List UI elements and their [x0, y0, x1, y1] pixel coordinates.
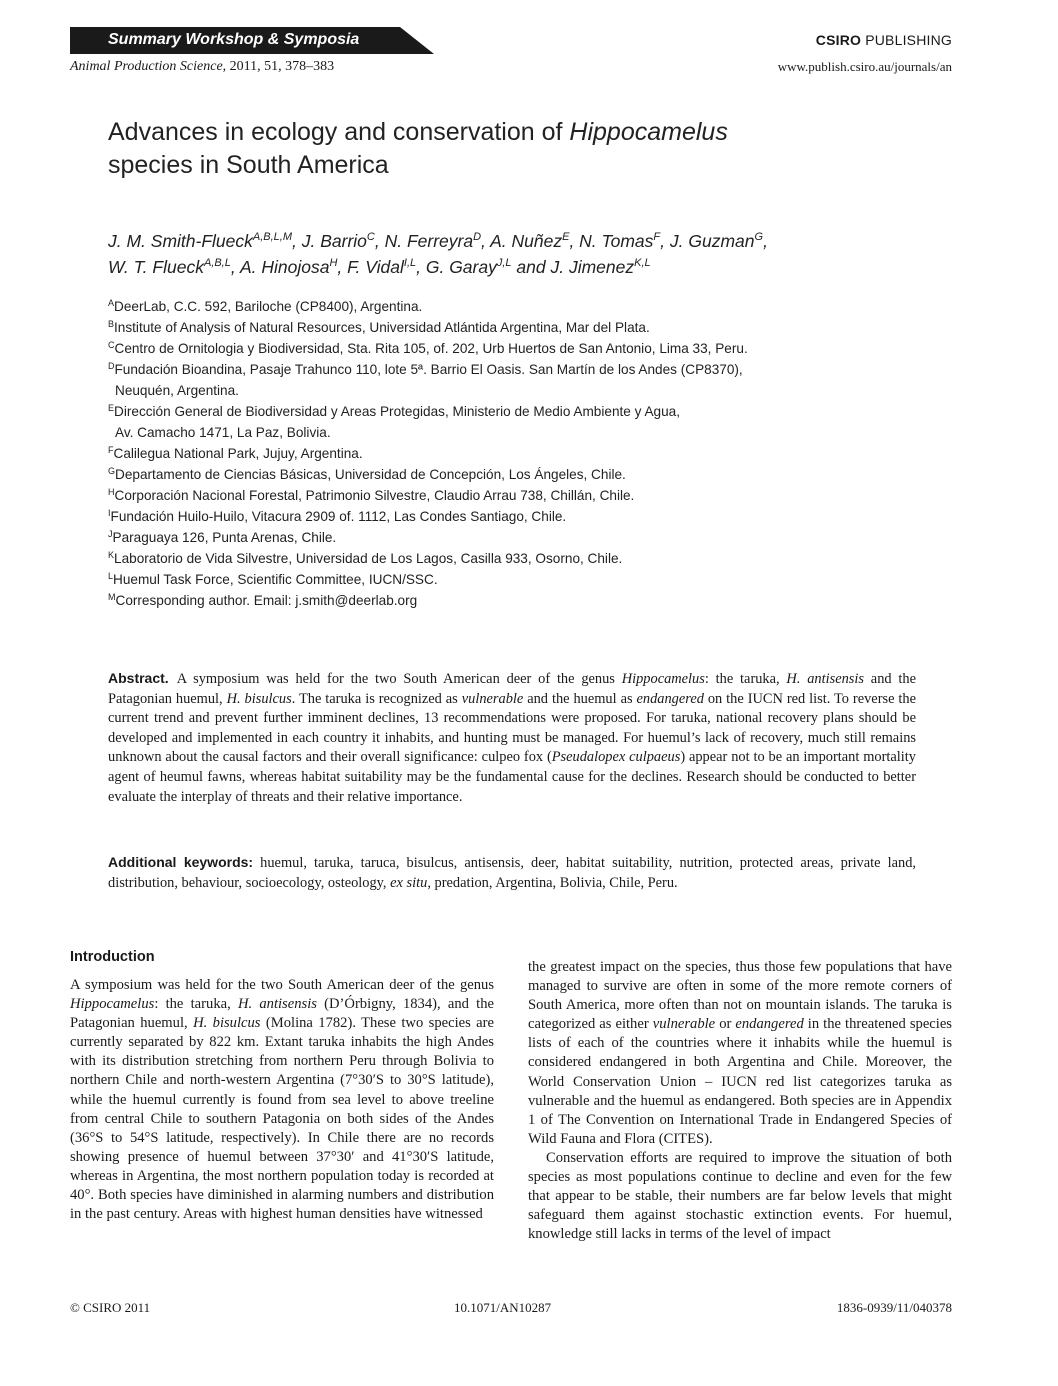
- intro-italic: endangered: [735, 1016, 804, 1033]
- affiliation-key: I: [108, 508, 111, 518]
- intro-italic: Hippocamelus: [70, 996, 155, 1013]
- affiliation-l: [108, 569, 928, 590]
- affiliation-key: J: [108, 529, 113, 539]
- author-name: A. Nuñez: [490, 231, 563, 251]
- intro-text: (Molina 1782). These two species are currently separated by 822 km. Extant taruka inhabits the high Andes with its distribution stretching from northern Peru through Bolivia to northern Chile and north-western Argentina (7°30′S to 30°S latitude), while the huemul currently is found from sea level to above treeline from central Chile to southern Patagonia on both sides of the Andes (36°S to 54°S latitude, respectively). In Chile there are no records showing presence of huemul between 37°30′ and 41°30′S latitude, whereas in Argentina, the most northern population today is recorded at 40°. Both species have diminished in alarming numbers and distribution in the past century. Areas with highest human densities have witnessed: [70, 1015, 494, 1223]
- section-heading-introduction: Introduction: [70, 949, 155, 965]
- journal-url[interactable]: www.publish.csiro.au/journals/an: [777, 59, 952, 74]
- affiliation-b: [108, 317, 928, 338]
- author: [240, 257, 337, 277]
- affiliation-continuation: [108, 380, 928, 401]
- intro-text: or: [715, 1016, 736, 1033]
- author-separator: and: [511, 257, 551, 277]
- author-affiliation-marks: C: [366, 231, 375, 243]
- author: [670, 231, 763, 251]
- intro-text: (D’Órbigny, 1834), and the Patagonian huemul,: [70, 996, 494, 1032]
- affiliation-text: Fundación Bioandina, Pasaje Trahunco 110, lote 5ª. Barrio El Oasis. San Martín de los Andes (CP8370),: [114, 362, 743, 377]
- section-banner: [70, 27, 434, 54]
- journal-volume: , 2011, 51, 378–383: [222, 59, 335, 74]
- abstract-text: : the taruka,: [704, 671, 787, 687]
- affiliation-list: [108, 296, 928, 611]
- banner-label: Summary Workshop & Symposia: [108, 31, 360, 48]
- affiliation-m: [108, 590, 928, 611]
- author-name: G. Garay: [425, 257, 497, 277]
- author: [426, 257, 512, 277]
- intro-right-paragraph-2: [528, 1149, 952, 1244]
- abstract-text: A symposium was held for the two South American deer of the genus: [176, 671, 622, 687]
- author-separator: ,: [337, 257, 348, 277]
- affiliation-key: L: [108, 571, 114, 581]
- author-affiliation-marks: A,B,L,M: [252, 231, 293, 243]
- affiliation-text: Av. Camacho 1471, La Paz, Bolivia.: [115, 425, 331, 440]
- keywords-label: Additional keywords:: [108, 854, 254, 870]
- author-affiliation-marks: G: [754, 231, 764, 243]
- abstract: [108, 669, 916, 807]
- abstract-italic: H. bisulcus: [226, 690, 292, 707]
- author-separator: ,: [374, 231, 385, 251]
- abstract-text: on the IUCN red list. To reverse the current trend and prevent further imminent declines, 13 recommendations were proposed. For taruka, national recovery plans should be developed and implemented in each country it inhabits, and hunting must be managed. For huemul’s lack of recovery, much still remains unknown about the causal factors and their overall significance: culpeo fox (: [108, 690, 916, 766]
- affiliation-text: DeerLab, C.C. 592, Bariloche (CP8400), Argentina.: [114, 299, 423, 314]
- author-affiliation-marks: H: [329, 257, 338, 269]
- affiliation-text: Paraguaya 126, Punta Arenas, Chile.: [112, 530, 337, 545]
- affiliation-text: Calilegua National Park, Jujuy, Argentina.: [113, 446, 363, 461]
- affiliation-text: Corresponding author. Email: j.smith@deerlab.org: [115, 593, 418, 608]
- title-part-1: Advances in ecology and conservation of: [108, 118, 570, 146]
- affiliation-i: [108, 506, 928, 527]
- paper-title: [108, 116, 888, 182]
- keywords: [108, 853, 916, 893]
- title-genus: Hippocamelus: [569, 118, 728, 146]
- author: [302, 231, 375, 251]
- abstract-italic: Hippocamelus: [621, 671, 705, 687]
- affiliation-c: [108, 338, 928, 359]
- author-separator: ,: [763, 231, 768, 251]
- publisher-rest: PUBLISHING: [861, 32, 952, 48]
- affiliation-text: Corporación Nacional Forestal, Patrimonio Silvestre, Claudio Arrau 738, Chillán, Chile.: [114, 488, 635, 503]
- author-name: F. Vidal: [347, 257, 404, 277]
- title-part-2: species in South America: [108, 151, 389, 179]
- affiliation-text: Dirección General de Biodiversidad y Areas Protegidas, Ministerio de Medio Ambiente y Agua,: [114, 404, 680, 419]
- affiliation-text: Centro de Ornitologia y Biodiversidad, Sta. Rita 105, of. 202, Urb Huertos de San Antonio, Lima 33, Peru.: [114, 341, 748, 356]
- affiliation-j: [108, 527, 928, 548]
- affiliation-key: D: [108, 361, 115, 371]
- abstract-italic: H. antisensis: [786, 671, 864, 687]
- author: [108, 257, 231, 277]
- author-affiliation-marks: K,L: [634, 257, 651, 269]
- author-affiliation-marks: F: [653, 231, 661, 243]
- intro-text: A symposium was held for the two South American deer of the genus: [70, 977, 494, 993]
- affiliation-g: [108, 464, 928, 485]
- intro-italic: H. bisulcus: [193, 1015, 261, 1032]
- author-list: [108, 228, 908, 280]
- abstract-text: and the huemul as: [523, 690, 637, 707]
- affiliation-text: Institute of Analysis of Natural Resources, Universidad Atlántida Argentina, Mar del Plata.: [114, 320, 650, 335]
- author-affiliation-marks: J,L: [496, 257, 512, 269]
- affiliation-key: F: [108, 445, 114, 455]
- author: [490, 231, 569, 251]
- abstract-italic: endangered: [636, 690, 704, 707]
- intro-italic: vulnerable: [652, 1016, 716, 1033]
- author-affiliation-marks: D: [473, 231, 482, 243]
- author-separator: ,: [660, 231, 670, 251]
- author-name: J. Guzman: [669, 231, 755, 251]
- intro-left-column: [70, 976, 494, 1224]
- affiliation-key: H: [108, 487, 115, 497]
- journal-citation: [70, 59, 334, 75]
- publisher-name: [816, 32, 952, 48]
- intro-italic: H. antisensis: [237, 996, 317, 1013]
- intro-text: the greatest impact on the species, thus those few populations that have managed to survive are often in some of the more remote corners of South America, more often than not on mountain islands. The taruka is categorized as either: [528, 959, 952, 1033]
- author: [579, 231, 660, 251]
- author-name: J. Jimenez: [550, 257, 635, 277]
- intro-text: in the threatened species lists of each of the countries where it inhabits while the huemul is considered endangered in both Argentina and Chile. Moreover, the World Conservation Union – IUCN red list categorizes taruka as vulnerable and the huemul as endangered. Both species are in Appendix 1 of The Convention on International Trade in Endangered Species of Wild Fauna and Flora (CITES).: [528, 1016, 952, 1147]
- affiliation-key: B: [108, 319, 115, 329]
- author-name: J. Barrio: [301, 231, 367, 251]
- keywords-italic: ex situ: [390, 874, 428, 891]
- abstract-text: . The taruka is recognized as: [291, 690, 462, 707]
- author: [347, 257, 416, 277]
- affiliation-text: Laboratorio de Vida Silvestre, Universidad de Los Lagos, Casilla 933, Osorno, Chile.: [114, 551, 623, 566]
- footer-copyright: © CSIRO 2011: [70, 1300, 151, 1315]
- affiliation-k: [108, 548, 928, 569]
- author-name: J. M. Smith-Flueck: [108, 231, 253, 251]
- author-separator: ,: [416, 257, 426, 277]
- affiliation-d: [108, 359, 928, 380]
- affiliation-key: C: [108, 340, 115, 350]
- author-affiliation-marks: E: [562, 231, 570, 243]
- footer-issn: 1836-0939/11/040378: [836, 1300, 952, 1315]
- author: [385, 231, 481, 251]
- affiliation-f: [108, 443, 928, 464]
- publisher-bold: CSIRO: [815, 32, 862, 48]
- abstract-italic: vulnerable: [461, 690, 524, 707]
- affiliation-e: [108, 401, 928, 422]
- author: [108, 231, 292, 251]
- author-separator: ,: [569, 231, 580, 251]
- abstract-label: Abstract.: [108, 670, 169, 686]
- affiliation-text: Neuquén, Argentina.: [115, 383, 239, 398]
- keywords-text: huemul, taruka, taruca, bisulcus, antisensis, deer, habitat suitability, nutrition, protected areas, private land, distribution, behaviour, socioecology, osteology,: [108, 855, 916, 891]
- affiliation-a: [108, 296, 928, 317]
- footer-doi[interactable]: 10.1071/AN10287: [454, 1300, 552, 1315]
- affiliation-key: E: [108, 403, 115, 413]
- author-separator: ,: [481, 231, 491, 251]
- affiliation-key: A: [108, 298, 115, 308]
- affiliation-key: K: [108, 550, 115, 560]
- author-name: N. Ferreyra: [384, 231, 474, 251]
- affiliation-h: [108, 485, 928, 506]
- author-name: A. Hinojosa: [239, 257, 330, 277]
- intro-text: Conservation efforts are required to improve the situation of both species as most populations continue to decline and even for the few that appear to be stable, their numbers are far below levels that might safeguard them against stochastic extinction events. For huemul, knowledge still lacks in terms of the level of impact: [528, 1149, 952, 1243]
- author-separator: ,: [292, 231, 302, 251]
- affiliation-text: Departamento de Ciencias Básicas, Universidad de Concepción, Los Ángeles, Chile.: [115, 467, 626, 482]
- abstract-body: [108, 671, 916, 805]
- abstract-italic: Pseudalopex culpaeus: [551, 749, 681, 766]
- intro-text: : the taruka,: [154, 996, 238, 1013]
- affiliation-text: Fundación Huilo-Huilo, Vitacura 2909 of. 1112, Las Condes Santiago, Chile.: [110, 509, 567, 524]
- affiliation-key: G: [108, 466, 116, 476]
- author-affiliation-marks: A,B,L: [203, 257, 231, 269]
- author-separator: ,: [230, 257, 240, 277]
- intro-right-paragraph-1: [528, 959, 952, 1147]
- abstract-text: ) appear not to be an important mortality agent of heumul fawns, whereas habitat suitability may be the fundamental cause for the declines. Research should be conducted to better evaluate the interplay of threats and their relative importance.: [108, 749, 916, 805]
- author-affiliation-marks: I,L: [403, 257, 417, 269]
- affiliation-key: M: [108, 592, 116, 602]
- journal-name: Animal Production Science: [70, 59, 223, 74]
- intro-right-column: [528, 958, 952, 1244]
- abstract-text: and the Patagonian huemul,: [108, 671, 916, 707]
- affiliation-text: Huemul Task Force, Scientific Committee, IUCN/SSC.: [113, 572, 438, 587]
- affiliation-continuation: [108, 422, 928, 443]
- keywords-text: , predation, Argentina, Bolivia, Chile, Peru.: [427, 874, 678, 891]
- author: [550, 257, 650, 277]
- author-name: W. T. Flueck: [108, 257, 204, 277]
- author-name: N. Tomas: [579, 231, 654, 251]
